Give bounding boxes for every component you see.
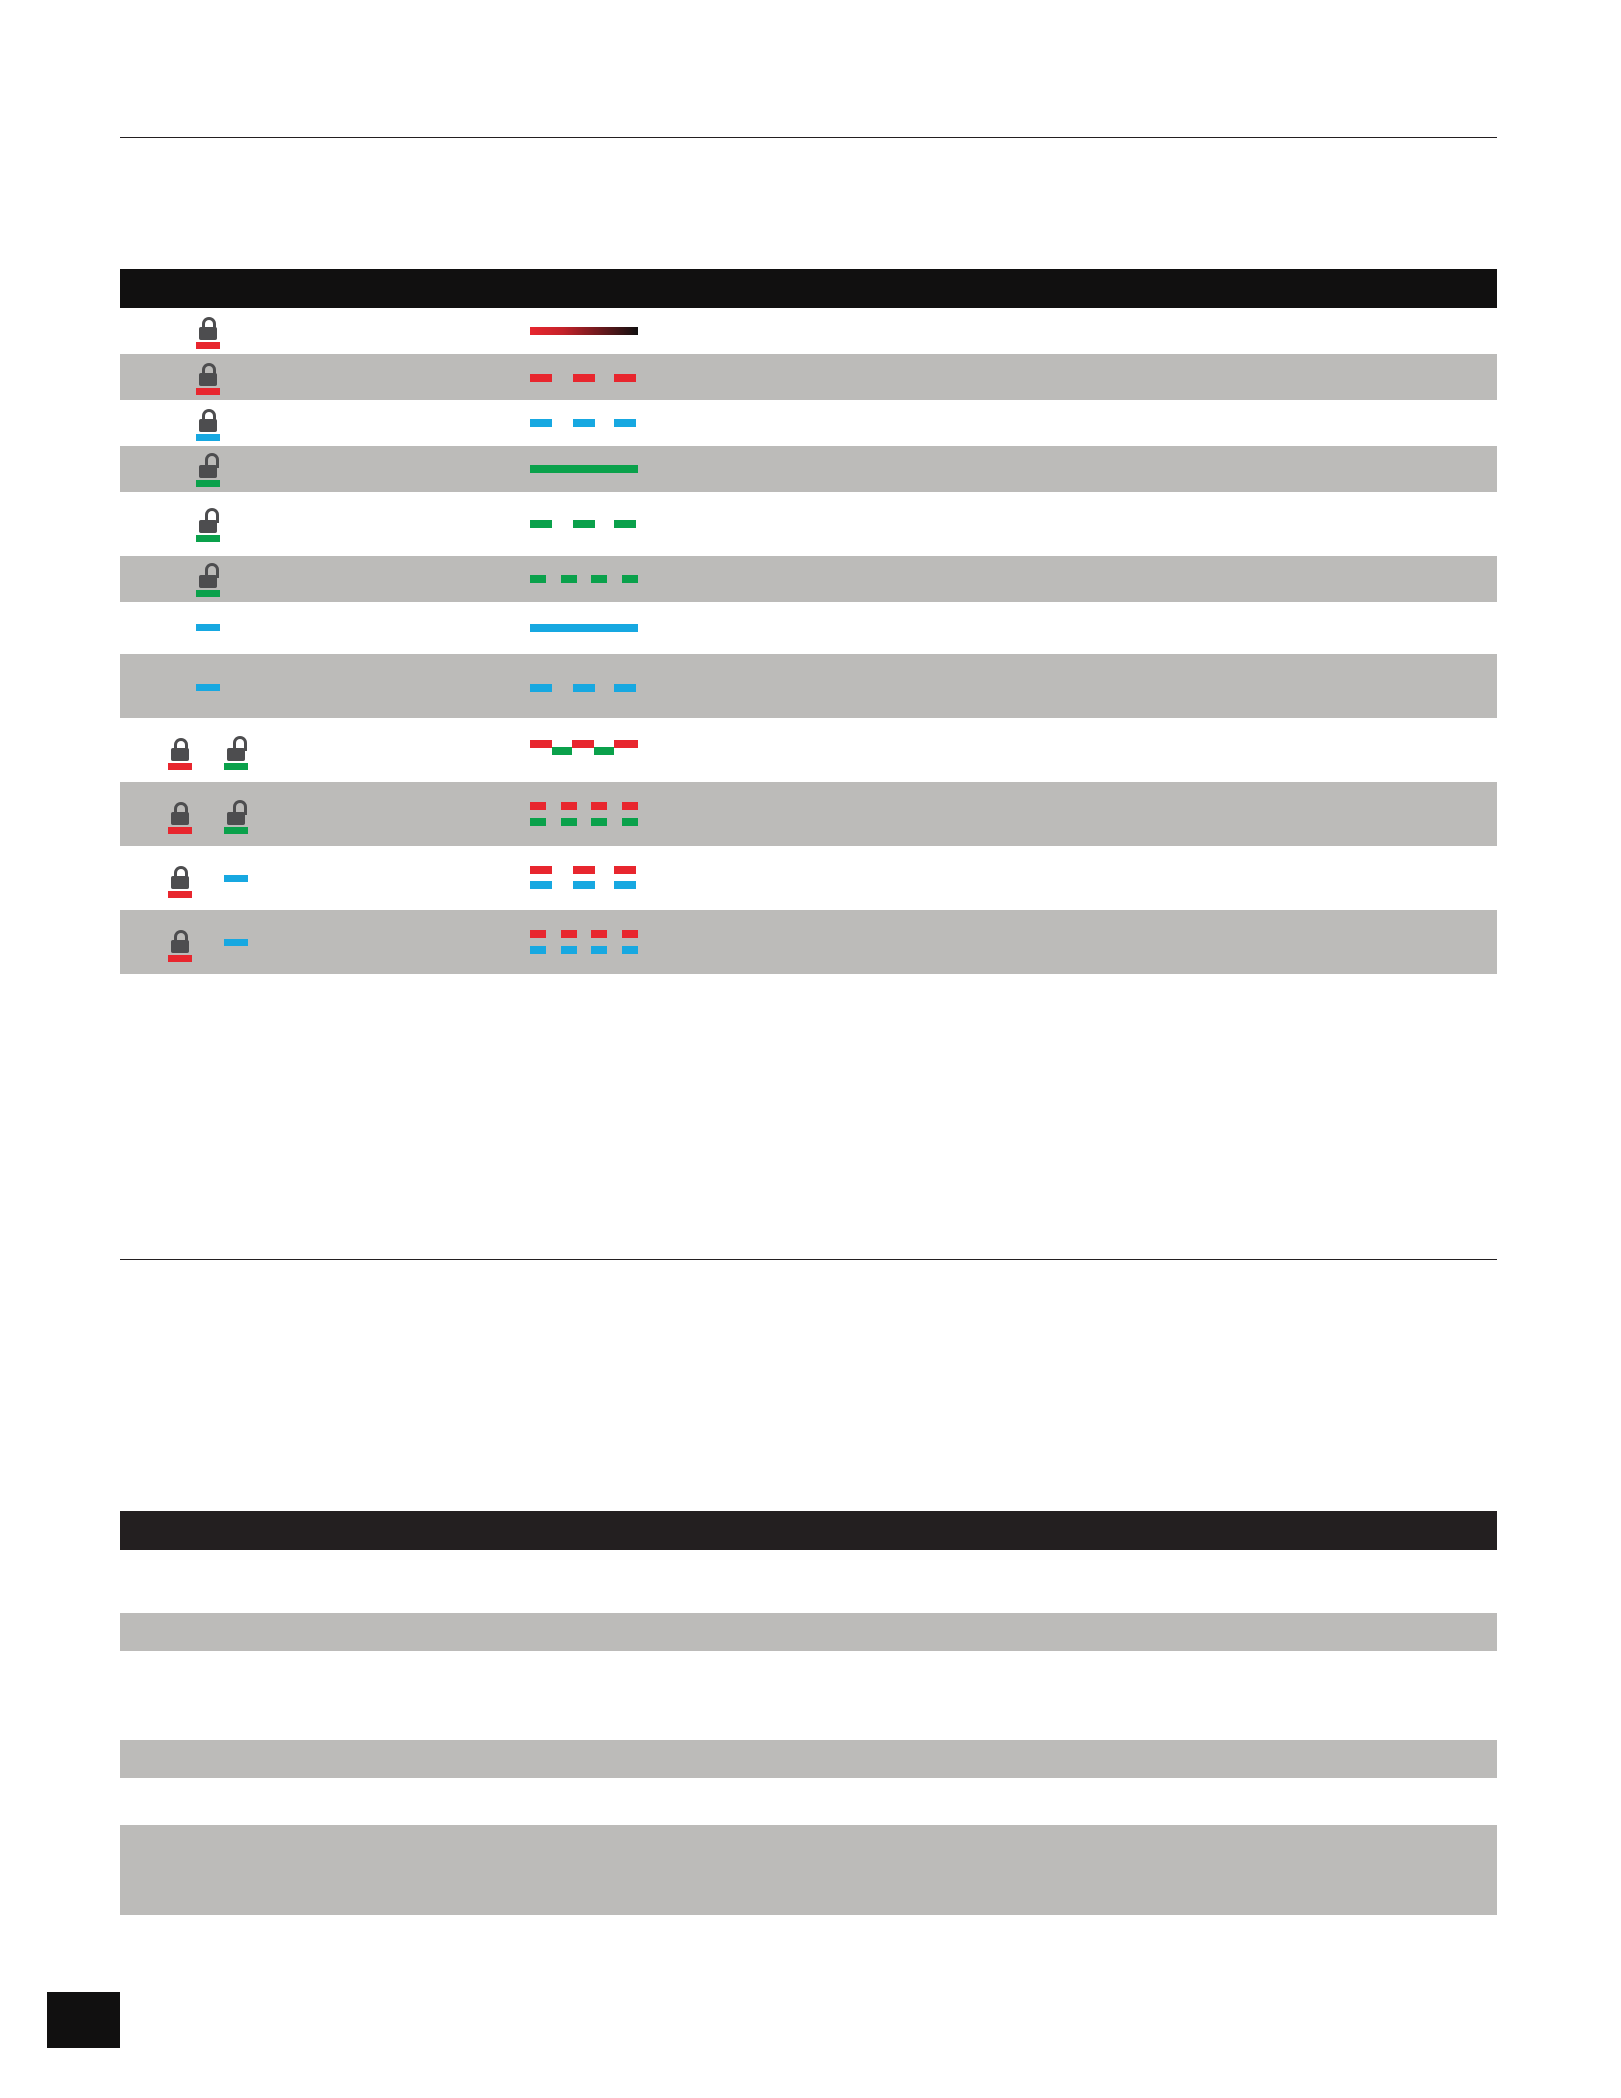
alternating-red-green-indicator	[530, 718, 640, 782]
lock-closed-icon	[168, 734, 192, 770]
table-row	[120, 718, 1497, 782]
table-row	[120, 602, 1497, 654]
table-row	[120, 910, 1497, 974]
blue-bar-icon	[224, 875, 248, 882]
page-number-tab	[47, 1992, 120, 2048]
short-dashed-green-indicator	[530, 556, 640, 602]
indicator-legend-table	[120, 269, 1497, 974]
table-row	[120, 400, 1497, 446]
table-row	[120, 1825, 1497, 1915]
lock-closed-icon	[196, 313, 220, 349]
table-row	[120, 556, 1497, 602]
lock-open-icon	[196, 506, 220, 542]
table-row	[120, 354, 1497, 400]
dashed-red-over-blue-indicator	[530, 846, 640, 910]
dashed-blue-indicator	[530, 400, 640, 446]
table-row	[120, 1550, 1497, 1613]
table-row	[120, 1778, 1497, 1825]
lock-closed-icon	[196, 359, 220, 395]
dashed-blue-indicator	[530, 654, 640, 718]
table-row	[120, 446, 1497, 492]
blue-bar-icon	[224, 939, 248, 946]
lock-open-icon	[196, 451, 220, 487]
lock-closed-icon	[196, 405, 220, 441]
second-table	[120, 1511, 1497, 1915]
blue-bar-icon	[196, 684, 220, 691]
solid-green-indicator	[530, 446, 640, 492]
table-row	[120, 1613, 1497, 1651]
table-header	[120, 269, 1497, 308]
lock-open-icon	[224, 734, 248, 770]
table-row	[120, 846, 1497, 910]
table-row	[120, 308, 1497, 354]
solid-blue-indicator	[530, 602, 640, 654]
lock-closed-icon	[168, 926, 192, 962]
table-row	[120, 782, 1497, 846]
dashed-red-indicator	[530, 354, 640, 400]
table-row	[120, 492, 1497, 556]
table-row	[120, 1651, 1497, 1740]
middle-rule	[120, 1259, 1497, 1260]
lock-closed-icon	[168, 862, 192, 898]
lock-open-icon	[196, 561, 220, 597]
lock-open-icon	[224, 798, 248, 834]
table-row	[120, 654, 1497, 718]
solid-red-fade-indicator	[530, 308, 640, 354]
dashed-green-indicator	[530, 492, 640, 556]
short-dashed-red-over-blue-indicator	[530, 910, 640, 974]
dashed-red-over-green-indicator	[530, 782, 640, 846]
table-row	[120, 1740, 1497, 1778]
table-header	[120, 1511, 1497, 1550]
lock-closed-icon	[168, 798, 192, 834]
blue-bar-icon	[196, 624, 220, 631]
top-rule	[120, 137, 1497, 138]
